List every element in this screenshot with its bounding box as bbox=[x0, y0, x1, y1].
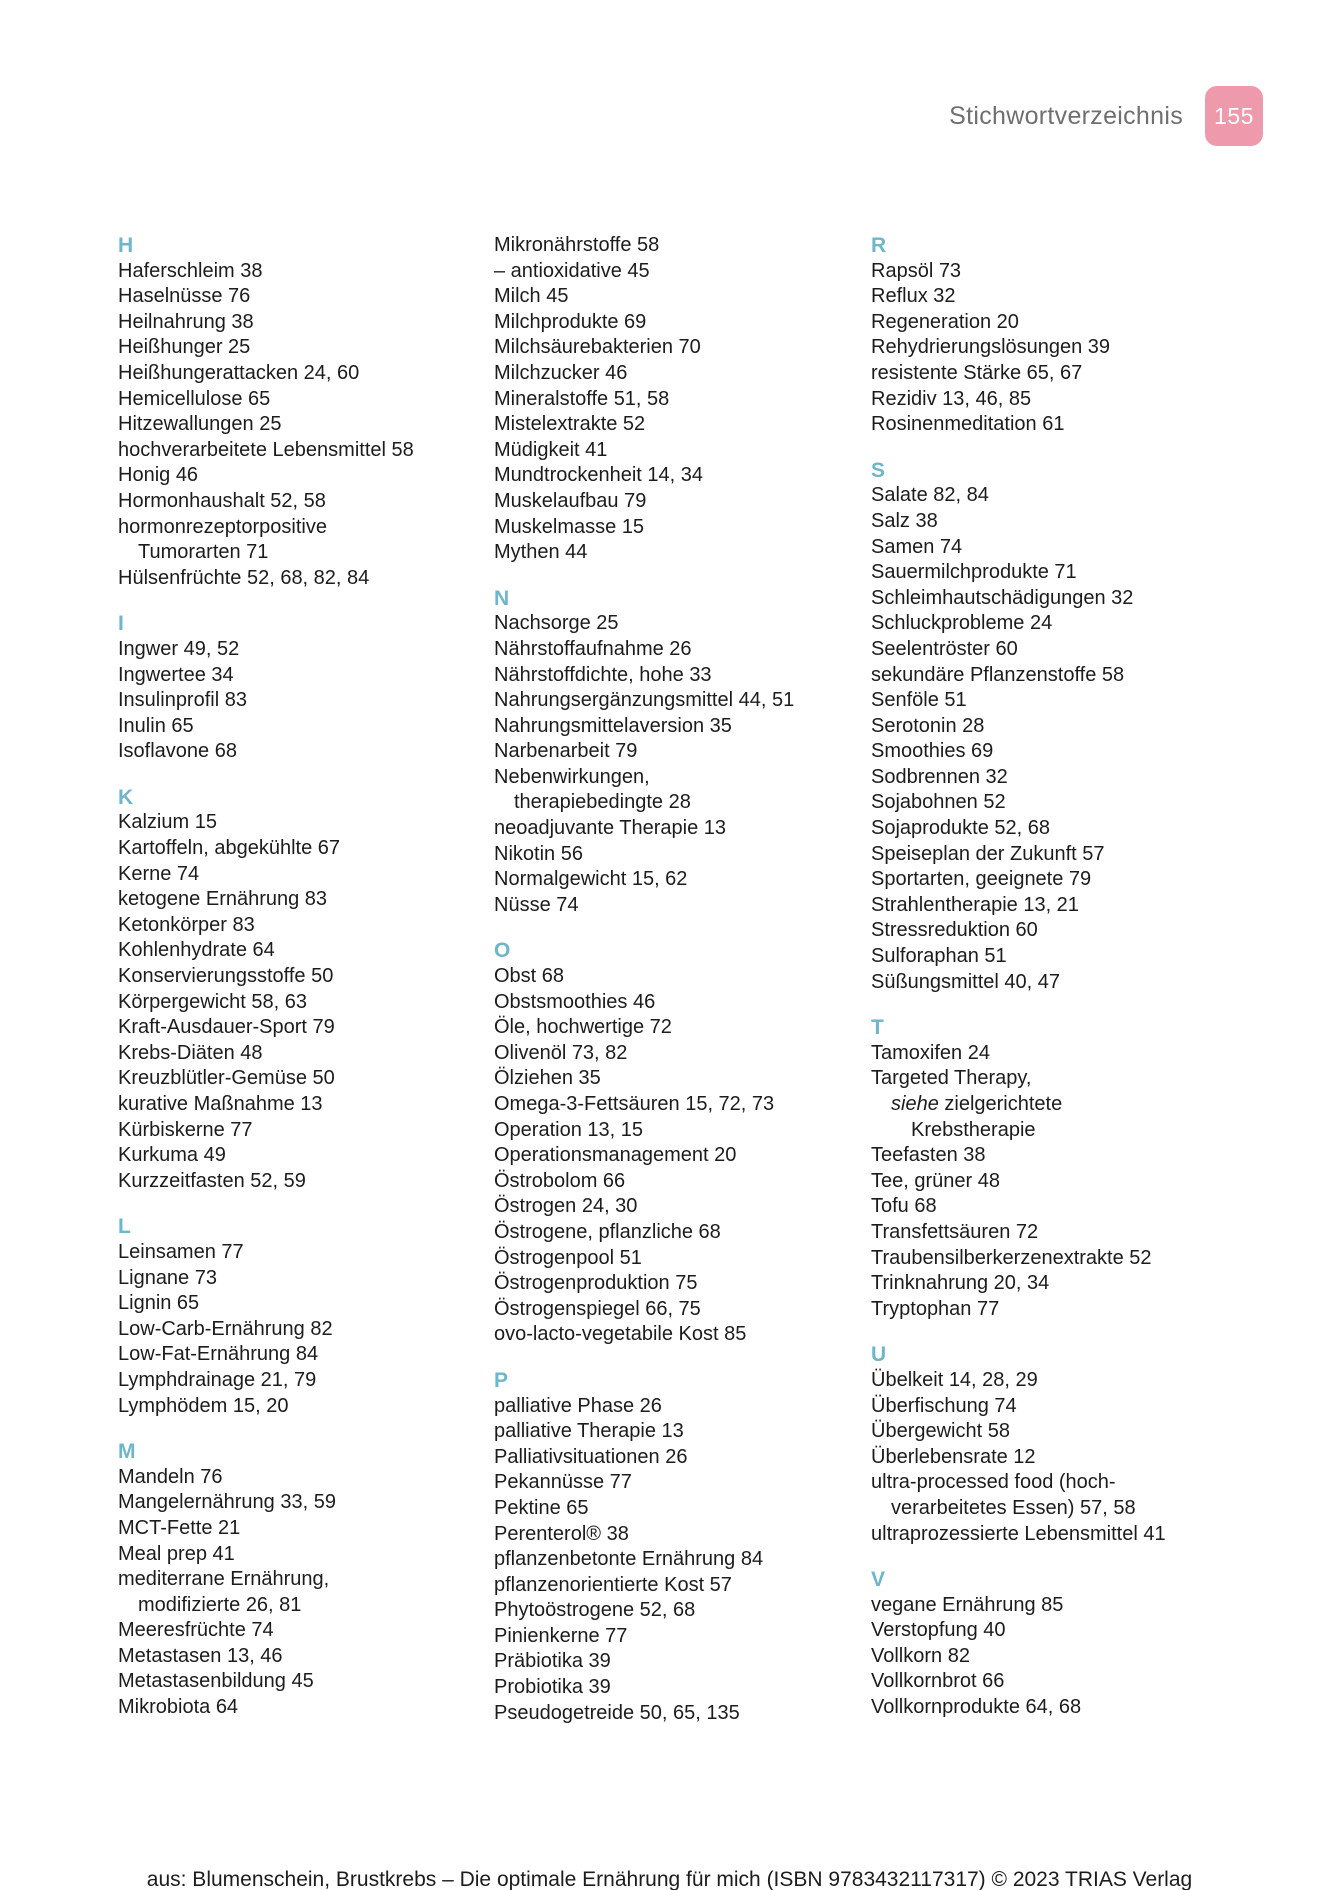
index-group-l bbox=[118, 1214, 478, 1419]
index-entry: Kurzzeitfasten 52, 59 bbox=[118, 1169, 306, 1192]
index-entry: palliative Phase 26 bbox=[494, 1394, 662, 1417]
index-group-k bbox=[118, 785, 478, 1195]
index-entry: Meal prep 41 bbox=[118, 1542, 235, 1565]
index-entry: pflanzenorientierte Kost 57 bbox=[494, 1573, 732, 1596]
index-entry: Perenterol® 38 bbox=[494, 1522, 629, 1545]
index-entry: Kürbiskerne 77 bbox=[118, 1118, 253, 1141]
index-entry: Milchzucker 46 bbox=[494, 361, 628, 384]
index-entry: Pseudogetreide 50, 65, 135 bbox=[494, 1701, 740, 1724]
index-entry: Ketonkörper 83 bbox=[118, 913, 255, 936]
index-entry: Hitzewallungen 25 bbox=[118, 413, 282, 436]
index-entry: Omega-3-Fettsäuren 15, 72, 73 bbox=[494, 1093, 775, 1115]
index-entry: Rezidiv 13, 46, 85 bbox=[871, 387, 1032, 410]
index-entry: Targeted Therapy, bbox=[871, 1067, 1032, 1090]
index-group-u bbox=[871, 1342, 1231, 1547]
index-entry: Nebenwirkungen, bbox=[494, 765, 650, 788]
index-letter-h: H bbox=[118, 234, 134, 257]
index-entry: Schluckprobleme 24 bbox=[871, 612, 1053, 635]
index-group-r bbox=[871, 233, 1231, 438]
index-entry: Öle, hochwertige 72 bbox=[494, 1016, 672, 1039]
index-entry: Transfettsäuren 72 bbox=[871, 1220, 1039, 1243]
index-entry: hochverarbeitete Lebensmittel 58 bbox=[118, 438, 414, 461]
index-entry: Sportarten, geeignete 79 bbox=[871, 868, 1092, 891]
index-entry-continuation: verarbeitetes Essen) 57, 58 bbox=[891, 1496, 1136, 1519]
index-letter-r: R bbox=[871, 234, 887, 257]
index-entry: Östrogen 24, 30 bbox=[494, 1195, 638, 1218]
index-entry: Obst 68 bbox=[494, 965, 565, 988]
index-entry: Nährstoffdichte, hohe 33 bbox=[494, 663, 712, 686]
index-entry: Tee, grüner 48 bbox=[871, 1169, 1000, 1192]
index-entry: Senföle 51 bbox=[871, 689, 967, 712]
index-entry: kurative Maßnahme 13 bbox=[118, 1093, 323, 1115]
index-entry: Übergewicht 58 bbox=[871, 1420, 1010, 1443]
index-letter-s: S bbox=[871, 458, 886, 482]
index-entry: Metastasen 13, 46 bbox=[118, 1644, 283, 1667]
index-entry: Verstopfung 40 bbox=[871, 1619, 1006, 1642]
index-entry: Low-Carb-Ernährung 82 bbox=[118, 1317, 333, 1340]
index-entry: Rapsöl 73 bbox=[871, 259, 962, 282]
index-entry: Mineralstoffe 51, 58 bbox=[494, 387, 670, 410]
index-letter-t: T bbox=[871, 1016, 884, 1040]
index-entry: Stressreduktion 60 bbox=[871, 919, 1038, 942]
index-entry: Heißhungerattacken 24, 60 bbox=[118, 361, 360, 384]
index-entry: Smoothies 69 bbox=[871, 740, 994, 763]
index-entry: ovo-lacto-vegetabile Kost 85 bbox=[494, 1323, 747, 1346]
index-entry: Nachsorge 25 bbox=[494, 612, 619, 635]
index-entry: Kerne 74 bbox=[118, 862, 200, 885]
index-entry: Mandeln 76 bbox=[118, 1465, 223, 1488]
index-entry: Honig 46 bbox=[118, 464, 199, 487]
index-letter-l: L bbox=[118, 1215, 131, 1239]
index-column-2 bbox=[494, 233, 854, 1746]
index-group-m-continued bbox=[494, 233, 854, 566]
index-entry: Kraft-Ausdauer-Sport 79 bbox=[118, 1016, 335, 1039]
page-header bbox=[949, 86, 1263, 146]
index-entry: Kartoffeln, abgekühlte 67 bbox=[118, 837, 341, 860]
source-footer: aus: Blumenschein, Brustkrebs – Die optimale Ernährung für mich (ISBN 9783432117317) © 2023 TRIAS Verlag bbox=[146, 1868, 1193, 1890]
index-entry: Lignane 73 bbox=[118, 1266, 217, 1289]
index-entry: Vollkornprodukte 64, 68 bbox=[871, 1696, 1082, 1719]
index-entry: Körpergewicht 58, 63 bbox=[118, 990, 308, 1013]
index-entry: pflanzenbetonte Ernährung 84 bbox=[494, 1548, 764, 1571]
index-entry: Vollkorn 82 bbox=[871, 1644, 970, 1667]
index-entry: Inulin 65 bbox=[118, 714, 194, 737]
index-entry: Heißhunger 25 bbox=[118, 336, 251, 359]
index-entry: Vollkornbrot 66 bbox=[871, 1670, 1005, 1693]
index-entry: Schleimhautschädigungen 32 bbox=[871, 586, 1134, 609]
index-group-p bbox=[494, 1368, 854, 1726]
index-entry: Tryptophan 77 bbox=[871, 1297, 1000, 1320]
index-entry: Nahrungsergänzungsmittel 44, 51 bbox=[494, 689, 795, 712]
index-entry: Kohlenhydrate 64 bbox=[118, 939, 275, 962]
index-entry: Pinienkerne 77 bbox=[494, 1624, 628, 1647]
index-letter-k: K bbox=[118, 785, 134, 809]
index-entry-continuation bbox=[871, 1092, 1231, 1118]
index-entry: Olivenöl 73, 82 bbox=[494, 1041, 628, 1064]
index-entry: Nährstoffaufnahme 26 bbox=[494, 637, 692, 660]
index-entry: Strahlentherapie 13, 21 bbox=[871, 893, 1079, 916]
index-letter-v: V bbox=[871, 1568, 886, 1592]
index-entry: palliative Therapie 13 bbox=[494, 1420, 684, 1443]
index-entry: resistente Stärke 65, 67 bbox=[871, 361, 1083, 384]
index-entry: Heilnahrung 38 bbox=[118, 310, 254, 333]
index-entry: Milchsäurebakterien 70 bbox=[494, 336, 701, 359]
index-entry: mediterrane Ernährung, bbox=[118, 1568, 330, 1591]
index-entry-continuation: Tumorarten 71 bbox=[138, 541, 269, 564]
index-entry: Metastasenbildung 45 bbox=[118, 1670, 314, 1693]
index-entry: Regeneration 20 bbox=[871, 310, 1019, 333]
index-column-3 bbox=[871, 233, 1231, 1741]
index-entry-continuation: Krebstherapie bbox=[911, 1118, 1036, 1141]
index-entry: Müdigkeit 41 bbox=[494, 438, 608, 461]
index-entry: Salz 38 bbox=[871, 509, 938, 532]
index-entry: Überlebensrate 12 bbox=[871, 1445, 1036, 1468]
index-entry: Haselnüsse 76 bbox=[118, 285, 251, 308]
index-entry: Mangelernährung 33, 59 bbox=[118, 1491, 336, 1514]
index-entry: Sauermilchprodukte 71 bbox=[871, 561, 1077, 584]
index-group-i bbox=[118, 611, 478, 765]
index-entry: Sodbrennen 32 bbox=[871, 765, 1008, 788]
index-entry: Mikrobiota 64 bbox=[118, 1696, 239, 1719]
index-group-t bbox=[871, 1015, 1231, 1322]
index-entry: Pektine 65 bbox=[494, 1496, 589, 1519]
index-entry: Übelkeit 14, 28, 29 bbox=[871, 1368, 1038, 1391]
index-entry: Süßungsmittel 40, 47 bbox=[871, 970, 1060, 993]
index-entry: Low-Fat-Ernährung 84 bbox=[118, 1343, 319, 1366]
index-entry: Obstsmoothies 46 bbox=[494, 990, 656, 1013]
index-entry: Mikronährstoffe 58 bbox=[494, 234, 660, 256]
see-reference-target: zielgerichtete bbox=[944, 1093, 1063, 1115]
index-group-s bbox=[871, 458, 1231, 995]
index-entry: Muskelmasse 15 bbox=[494, 515, 645, 538]
see-reference: siehe bbox=[891, 1093, 939, 1115]
index-entry: Probiotika 39 bbox=[494, 1676, 611, 1699]
index-group-v bbox=[871, 1567, 1231, 1721]
index-entry: Seelentröster 60 bbox=[871, 637, 1018, 660]
index-entry: Lymphödem 15, 20 bbox=[118, 1394, 289, 1417]
index-entry: Mistelextrakte 52 bbox=[494, 413, 646, 436]
index-entry: Hülsenfrüchte 52, 68, 82, 84 bbox=[118, 566, 370, 589]
index-entry: ultra-processed food (hoch- bbox=[871, 1471, 1116, 1494]
index-letter-i: I bbox=[118, 612, 124, 636]
index-entry: Lymphdrainage 21, 79 bbox=[118, 1368, 317, 1391]
index-entry: Teefasten 38 bbox=[871, 1144, 986, 1167]
index-entry: Meeresfrüchte 74 bbox=[118, 1619, 274, 1642]
index-letter-m: M bbox=[118, 1440, 136, 1464]
index-entry: Sulforaphan 51 bbox=[871, 945, 1007, 968]
index-entry: Nüsse 74 bbox=[494, 893, 579, 916]
index-entry: Sojabohnen 52 bbox=[871, 791, 1006, 814]
index-entry: Insulinprofil 83 bbox=[118, 689, 247, 712]
index-entry: Nikotin 56 bbox=[494, 842, 583, 865]
index-entry: Traubensilberkerzenextrakte 52 bbox=[871, 1246, 1152, 1269]
index-group-h bbox=[118, 233, 478, 591]
index-entry: hormonrezeptorpositive bbox=[118, 515, 327, 538]
index-letter-o: O bbox=[494, 939, 511, 963]
index-group-m bbox=[118, 1439, 478, 1721]
index-entry: Haferschleim 38 bbox=[118, 259, 263, 282]
index-entry: Östrogene, pflanzliche 68 bbox=[494, 1220, 721, 1243]
index-entry: Lignin 65 bbox=[118, 1292, 200, 1315]
index-entry: Nahrungsmittelaversion 35 bbox=[494, 714, 732, 737]
index-entry: Tofu 68 bbox=[871, 1195, 937, 1218]
index-entry: Östrogenpool 51 bbox=[494, 1246, 642, 1269]
index-entry: Tamoxifen 24 bbox=[871, 1041, 990, 1064]
index-entry: Rehydrierungslösungen 39 bbox=[871, 336, 1111, 359]
index-letter-u: U bbox=[871, 1343, 887, 1367]
index-entry-continuation: modifizierte 26, 81 bbox=[138, 1593, 302, 1616]
index-entry: Palliativsituationen 26 bbox=[494, 1445, 688, 1468]
index-entry: Ingwertee 34 bbox=[118, 663, 234, 686]
index-entry: Mundtrockenheit 14, 34 bbox=[494, 464, 704, 487]
index-entry: Salate 82, 84 bbox=[871, 484, 989, 507]
section-title: Stichwortverzeichnis bbox=[949, 101, 1183, 130]
index-entry: Operationsmanagement 20 bbox=[494, 1144, 737, 1167]
index-entry: Hormonhaushalt 52, 58 bbox=[118, 489, 326, 512]
index-entry: Speiseplan der Zukunft 57 bbox=[871, 842, 1105, 865]
index-subentry: – antioxidative 45 bbox=[494, 259, 650, 282]
index-column-1 bbox=[118, 233, 478, 1741]
index-entry: Isoflavone 68 bbox=[118, 740, 237, 763]
index-entry: ketogene Ernährung 83 bbox=[118, 888, 328, 911]
index-entry: Ölziehen 35 bbox=[494, 1067, 601, 1090]
index-entry: Mythen 44 bbox=[494, 541, 588, 564]
index-entry: Rosinenmeditation 61 bbox=[871, 413, 1065, 436]
index-entry: vegane Ernährung 85 bbox=[871, 1593, 1064, 1616]
index-entry: Milchprodukte 69 bbox=[494, 310, 647, 333]
index-entry: MCT-Fette 21 bbox=[118, 1516, 241, 1539]
index-entry: Sojaprodukte 52, 68 bbox=[871, 817, 1051, 840]
index-entry: Krebs-Diäten 48 bbox=[118, 1041, 263, 1064]
index-entry: Leinsamen 77 bbox=[118, 1240, 244, 1263]
index-entry: Präbiotika 39 bbox=[494, 1650, 611, 1673]
index-entry-continuation: therapiebedingte 28 bbox=[514, 791, 691, 814]
index-entry: Serotonin 28 bbox=[871, 714, 985, 737]
index-entry: Reflux 32 bbox=[871, 285, 956, 308]
index-entry: Östrogenproduktion 75 bbox=[494, 1272, 698, 1295]
index-entry: Samen 74 bbox=[871, 535, 963, 558]
index-entry: Hemicellulose 65 bbox=[118, 387, 271, 410]
index-entry: Ingwer 49, 52 bbox=[118, 637, 240, 660]
index-letter-p: P bbox=[494, 1368, 509, 1392]
index-entry: Östrogenspiegel 66, 75 bbox=[494, 1297, 701, 1320]
index-entry: Milch 45 bbox=[494, 285, 569, 308]
index-entry: Muskelaufbau 79 bbox=[494, 489, 647, 512]
index-entry: Normalgewicht 15, 62 bbox=[494, 868, 688, 891]
index-entry: Überfischung 74 bbox=[871, 1394, 1017, 1417]
index-entry: Phytoöstrogene 52, 68 bbox=[494, 1599, 696, 1622]
index-entry: Kalzium 15 bbox=[118, 811, 217, 834]
index-entry: sekundäre Pflanzenstoffe 58 bbox=[871, 663, 1125, 686]
index-entry: Kreuzblütler-Gemüse 50 bbox=[118, 1067, 335, 1090]
index-letter-n: N bbox=[494, 586, 510, 610]
index-entry: Kurkuma 49 bbox=[118, 1144, 226, 1167]
index-entry: Konservierungsstoffe 50 bbox=[118, 965, 334, 988]
index-group-n bbox=[494, 586, 854, 919]
index-entry: Narbenarbeit 79 bbox=[494, 740, 638, 763]
index-entry: Operation 13, 15 bbox=[494, 1118, 643, 1141]
page-number-badge: 155 bbox=[1205, 86, 1263, 146]
index-entry: Pekannüsse 77 bbox=[494, 1471, 632, 1494]
index-group-o bbox=[494, 938, 854, 1348]
index-entry: Östrobolom 66 bbox=[494, 1169, 626, 1192]
index-entry: neoadjuvante Therapie 13 bbox=[494, 817, 727, 840]
index-entry: ultraprozessierte Lebensmittel 41 bbox=[871, 1522, 1166, 1545]
index-entry: Trinknahrung 20, 34 bbox=[871, 1272, 1050, 1295]
